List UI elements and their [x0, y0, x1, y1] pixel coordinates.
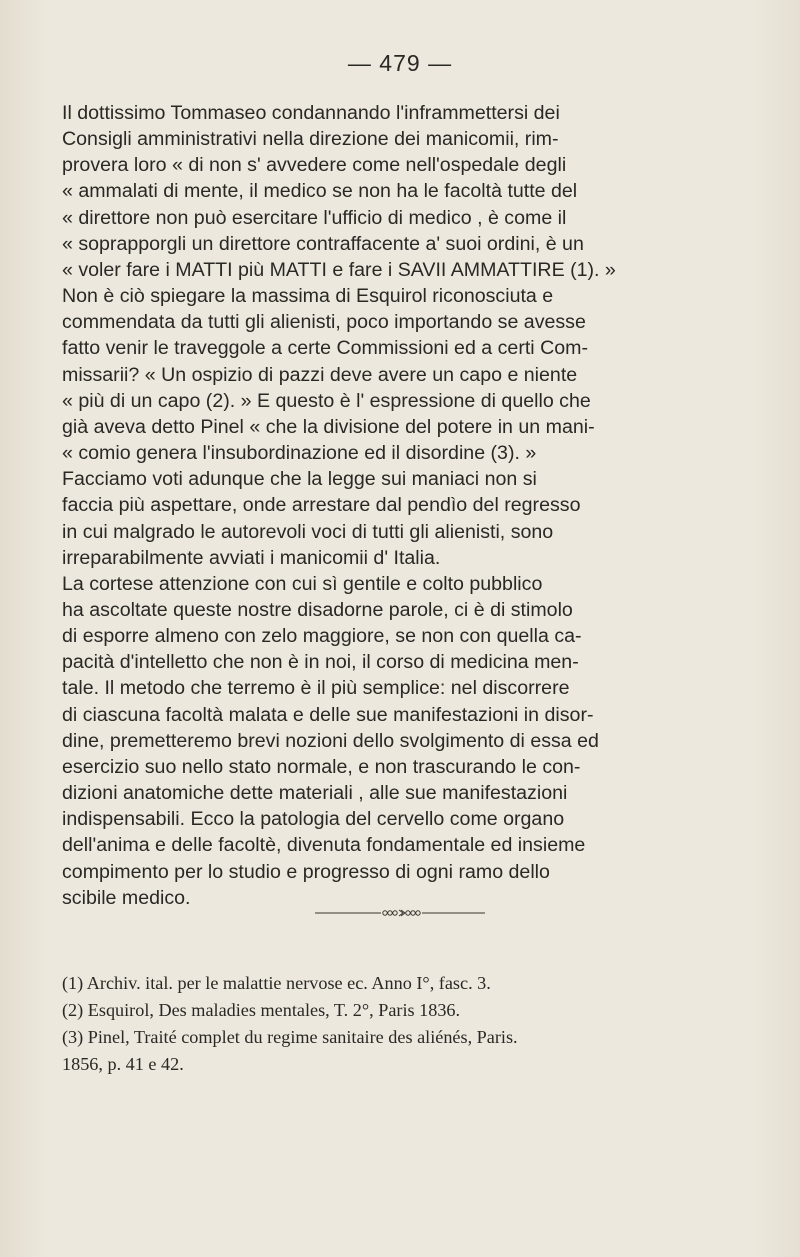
body-line: Il dottissimo Tommaseo condannando l'inframmettersi dei: [62, 102, 560, 124]
body-line: « comio genera l'insubordinazione ed il disordine (3). »: [62, 442, 537, 465]
body-line: compimento per lo studio e progresso di ogni ramo dello: [62, 860, 550, 883]
body-line: « più di un capo (2). » E questo è l' espressione di quello che: [62, 389, 591, 412]
body-line: già aveva detto Pinel « che la divisione del potere in un mani-: [62, 415, 595, 438]
body-line: La cortese attenzione con cui sì gentile e colto pubblico: [62, 572, 543, 595]
body-line: « soprapporgli un direttore contraffacente a' suoi ordini, è un: [62, 232, 584, 255]
body-line: in cui malgrado le autorevoli voci di tutti gli alienisti, sono: [62, 520, 554, 543]
body-line: dine, premetteremo brevi nozioni dello svolgimento di essa ed: [62, 729, 599, 752]
body-line: « direttore non può esercitare l'ufficio di medico , è come il: [62, 206, 567, 229]
footnote-3: (3) Pinel, Traité complet du regime sanitaire des aliénés, Paris.: [62, 1027, 518, 1047]
body-line: Consigli amministrativi nella direzione dei manicomii, rim-: [62, 128, 559, 151]
footnote-1: (1) Archiv. ital. per le malattie nervose ec. Anno I°, fasc. 3.: [62, 973, 491, 993]
body-line: fatto venir le traveggole a certe Commissioni ed a certi Com-: [62, 337, 588, 360]
footnotes: [62, 970, 742, 1078]
footnote-3-continuation: 1856, p. 41 e 42.: [62, 1054, 184, 1074]
body-line: esercizio suo nello stato normale, e non trascurando le con-: [62, 755, 581, 778]
body-line: di ciascuna facoltà malata e delle sue manifestazioni in disor-: [62, 703, 594, 726]
footnote-2: (2) Esquirol, Des maladies mentales, T. 2°, Paris 1836.: [62, 1000, 461, 1020]
body-line: « voler fare i MATTI più MATTI e fare i SAVII AMMATTIRE (1). »: [62, 258, 616, 281]
section-divider-ornament: [0, 908, 800, 918]
body-line: ha ascoltate queste nostre disadorne parole, ci è di stimolo: [62, 598, 573, 621]
ornament-rule-icon: [315, 908, 485, 918]
page-number: — 479 —: [347, 50, 453, 76]
body-line: missarii? « Un ospizio di pazzi deve avere un capo e niente: [62, 363, 578, 386]
body-line: scibile medico.: [62, 886, 191, 909]
body-line: faccia più aspettare, onde arrestare dal pendìo del regresso: [62, 494, 581, 517]
body-line: provera loro « di non s' avvedere come nell'ospedale degli: [62, 154, 567, 177]
body-line: Facciamo voti adunque che la legge sui maniaci non si: [62, 468, 537, 491]
body-line: dizioni anatomiche dette materiali , alle sue manifestazioni: [62, 782, 568, 805]
body-line: di esporre almeno con zelo maggiore, se non con quella ca-: [62, 625, 582, 648]
body-line: commendata da tutti gli alienisti, poco importando se avesse: [62, 311, 586, 334]
body-line: indispensabili. Ecco la patologia del cervello come organo: [62, 808, 565, 831]
body-line: tale. Il metodo che terremo è il più semplice: nel discorrere: [62, 677, 570, 700]
body-line: dell'anima e delle facoltè, divenuta fondamentale ed insieme: [62, 834, 586, 857]
body-line: irreparabilmente avviati i manicomii d' Italia.: [62, 546, 441, 569]
body-text: [62, 100, 738, 911]
body-line: pacità d'intelletto che non è in noi, il corso di medicina men-: [62, 651, 579, 674]
body-line: « ammalati di mente, il medico se non ha le facoltà tutte del: [62, 180, 578, 203]
body-line: Non è ciò spiegare la massima di Esquirol riconosciuta e: [62, 285, 554, 308]
